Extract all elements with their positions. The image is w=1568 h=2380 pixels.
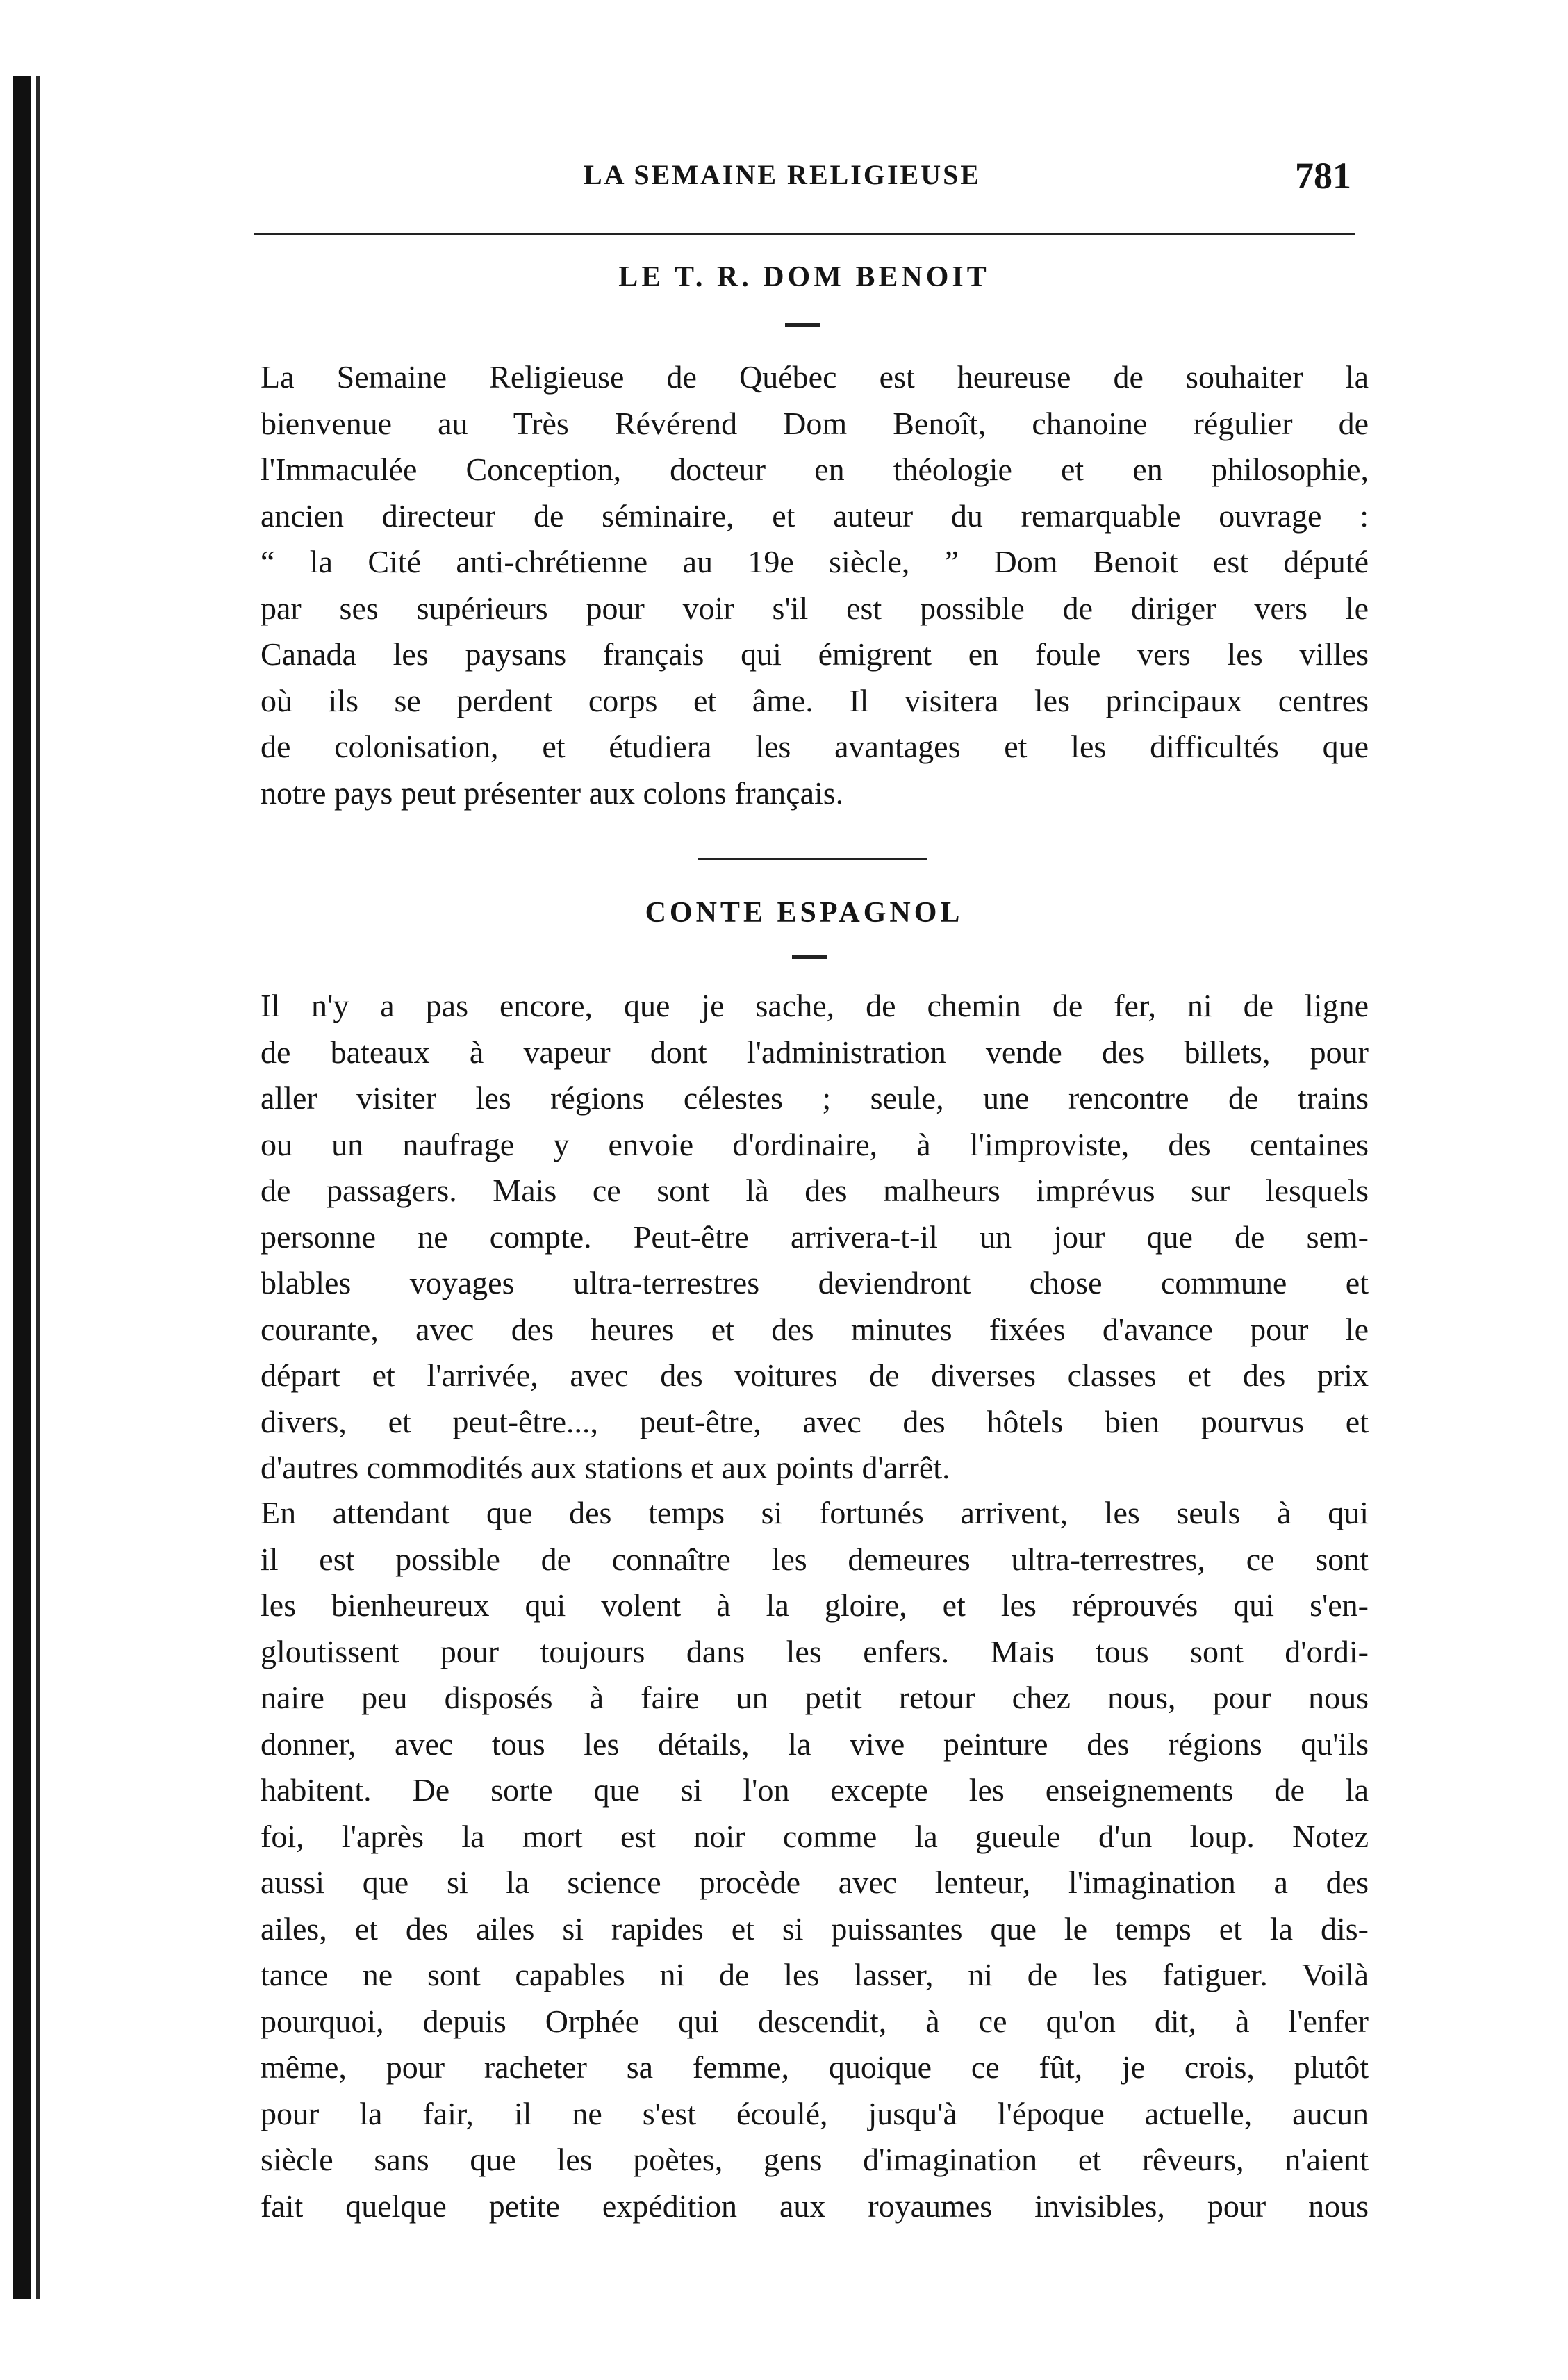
text-line: courante, avec des heures et des minutes fixées d'avance pour le [261,1311,1369,1347]
text-line: habitent. De sorte que si l'on excepte les enseignements de la [261,1772,1369,1808]
text-line: “ la Cité anti-chrétienne au 19e siècle, ” Dom Benoit est député [261,544,1369,579]
article-title-conte-espagnol: CONTE ESPAGNOL [645,897,964,929]
text-line: par ses supérieurs pour voir s'il est possible de diriger vers le [261,590,1369,626]
text-line: gloutissent pour toujours dans les enfers. Mais tous sont d'ordi- [261,1633,1369,1669]
text-line: où ils se perdent corps et âme. Il visitera les principaux centres [261,682,1369,718]
text-line: personne ne compte. Peut-être arrivera-t-il un jour que de sem- [261,1218,1369,1255]
text-line: pour la fair, il ne s'est écoulé, jusqu'à l'époque actuelle, aucun [261,2095,1369,2131]
title-ornament [785,323,820,327]
text-line: Canada les paysans français qui émigrent en foule vers les villes [261,636,1369,672]
text-line: pourquoi, depuis Orphée qui descendit, à ce qu'on dit, à l'enfer [261,2003,1369,2039]
text-line: En attendant que des temps si fortunés arrivent, les seuls à qui [261,1495,1369,1530]
text-line: fait quelque petite expédition aux royaumes invisibles, pour nous [261,2188,1369,2224]
text-line: donner, avec tous les détails, la vive peinture des régions qu'ils [261,1726,1369,1762]
text-line: siècle sans que les poètes, gens d'imagination et rêveurs, n'aient [261,2142,1369,2177]
text-line: La Semaine Religieuse de Québec est heureuse de souhaiter la [261,359,1369,395]
binding-edge-shadow [13,76,31,2299]
text-line: aller visiter les régions célestes ; seule, une rencontre de trains [261,1080,1369,1116]
text-line: de bateaux à vapeur dont l'administration vende des billets, pour [261,1034,1369,1070]
text-line: d'autres commodités aux stations et aux points d'arrêt. [261,1450,950,1485]
text-line: tance ne sont capables ni de les lasser, ni de les fatiguer. Voilà [261,1957,1369,1992]
article-body-dom-benoit [261,354,1369,816]
running-head [254,155,1351,207]
text-line: il est possible de connaître les demeures ultra-terrestres, ce sont [261,1541,1369,1577]
text-line: ancien directeur de séminaire, et auteur du remarquable ouvrage : [261,497,1369,534]
text-line: Il n'y a pas encore, que je sache, de chemin de fer, ni de ligne [261,988,1369,1023]
text-line: départ et l'arrivée, avec des voitures de diverses classes et des prix [261,1357,1369,1393]
text-line: de colonisation, et étudiera les avantages et les difficultés que [261,729,1369,764]
title-ornament [792,955,827,959]
text-line: de passagers. Mais ce sont là des malheurs imprévus sur lesquels [261,1173,1369,1208]
text-line: l'Immaculée Conception, docteur en théologie et en philosophie, [261,452,1369,487]
article-paragraph-1 [261,983,1369,1491]
article-title-dom-benoit: LE T. R. DOM BENOIT [618,261,990,293]
text-line: les bienheureux qui volent à la gloire, et les réprouvés qui s'en- [261,1587,1369,1623]
text-line: aussi que si la science procède avec lenteur, l'imagination a des [261,1865,1369,1900]
text-line: ailes, et des ailes si rapides et si puissantes que le temps et la dis- [261,1910,1369,1947]
text-line: blables voyages ultra-terrestres deviendront chose commune et [261,1265,1369,1300]
running-title: LA SEMAINE RELIGIEUSE [584,159,982,190]
text-line: ou un naufrage y envoie d'ordinaire, à l'improviste, des centaines [261,1126,1369,1162]
text-line: divers, et peut-être..., peut-être, avec des hôtels bien pourvus et [261,1403,1369,1439]
article-paragraph-2 [261,1490,1369,2229]
text-line: même, pour racheter sa femme, quoique ce fût, je crois, plutôt [261,2049,1369,2085]
page-number: 781 [1295,155,1351,197]
header-rule [254,233,1355,235]
text-line: foi, l'après la mort est noir comme la gueule d'un loup. Notez [261,1818,1369,1854]
binding-edge-line [36,76,40,2299]
text-line: bienvenue au Très Révérend Dom Benoît, chanoine régulier de [261,405,1369,441]
section-separator [698,858,927,860]
text-line: notre pays peut présenter aux colons français. [261,775,844,811]
text-line: naire peu disposés à faire un petit retour chez nous, pour nous [261,1680,1369,1715]
